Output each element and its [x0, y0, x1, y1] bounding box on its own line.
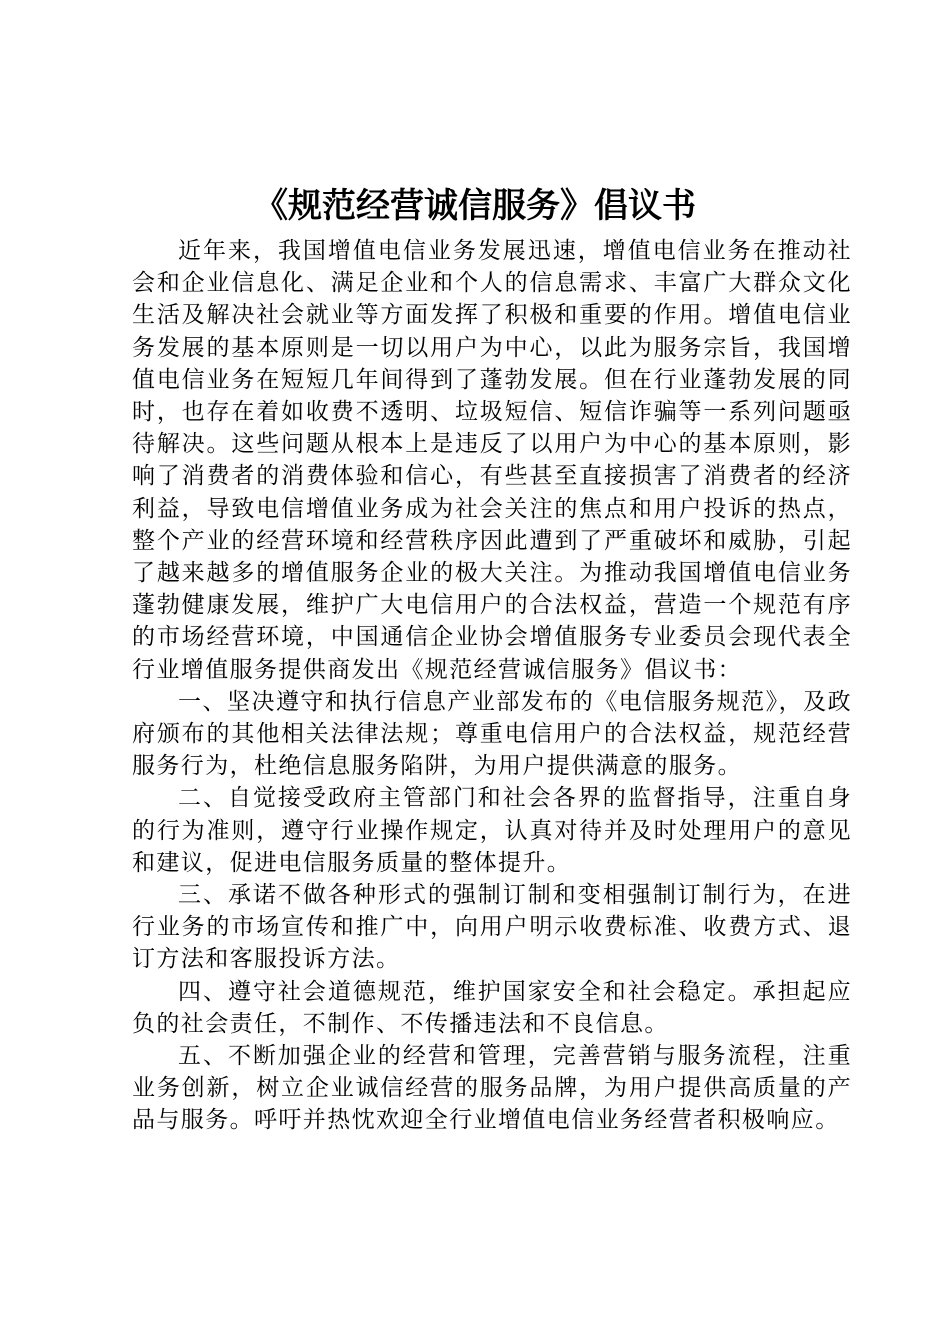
point-five-paragraph: 五、不断加强企业的经营和管理，完善营销与服务流程，注重业务创新，树立企业诚信经营的服务品牌，为用户提供高质量的产品与服务。呼吁并热忱欢迎全行业增值电信业务经营者积极响应。 [132, 1043, 852, 1134]
point-three-paragraph: 三、承诺不做各种形式的强制订制和变相强制订制行为，在进行业务的市场宣传和推广中，向用户明示收费标准、收费方式、退订方法和客服投诉方法。 [132, 882, 852, 973]
point-one-paragraph: 一、坚决遵守和执行信息产业部发布的《电信服务规范》，及政府颁布的其他相关法律法规；尊重电信用户的合法权益，规范经营服务行为，杜绝信息服务陷阱，为用户提供满意的服务。 [132, 688, 852, 780]
point-two-paragraph: 二、自觉接受政府主管部门和社会各界的监督指导，注重自身的行为准则，遵守行业操作规定，认真对待并及时处理用户的意见和建议，促进电信服务质量的整体提升。 [132, 785, 852, 876]
point-four-paragraph: 四、遵守社会道德规范，维护国家安全和社会稳定。承担起应负的社会责任，不制作、不传播违法和不良信息。 [132, 978, 852, 1037]
intro-paragraph: 近年来，我国增值电信业务发展迅速，增值电信业务在推动社会和企业信息化、满足企业和个人的信息需求、丰富广大群众文化生活及解决社会就业等方面发挥了积极和重要的作用。增值电信业务发展的基本原则是一切以用户为中心，以此为服务宗旨，我国增值电信业务在短短几年间得到了蓬勃发展。但在行业蓬勃发展的同时，也存在着如收费不透明、垃圾短信、短信诈骗等一系列问题亟待解决。这些问题从根本上是违反了以用户为中心的基本原则，影响了消费者的消费体验和信心，有些甚至直接损害了消费者的经济利益，导致电信增值业务成为社会关注的焦点和用户投诉的热点，整个产业的经营环境和经营秩序因此遭到了严重破坏和威胁，引起了越来越多的增值服务企业的极大关注。为推动我国增值电信业务蓬勃健康发展，维护广大电信用户的合法权益，营造一个规范有序的市场经营环境，中国通信企业协会增值服务专业委员会现代表全行业增值服务提供商发出《规范经营诚信服务》倡议书： [132, 238, 852, 683]
document-body [132, 235, 852, 1137]
document-title: 《规范经营诚信服务》倡议书 [254, 186, 696, 226]
